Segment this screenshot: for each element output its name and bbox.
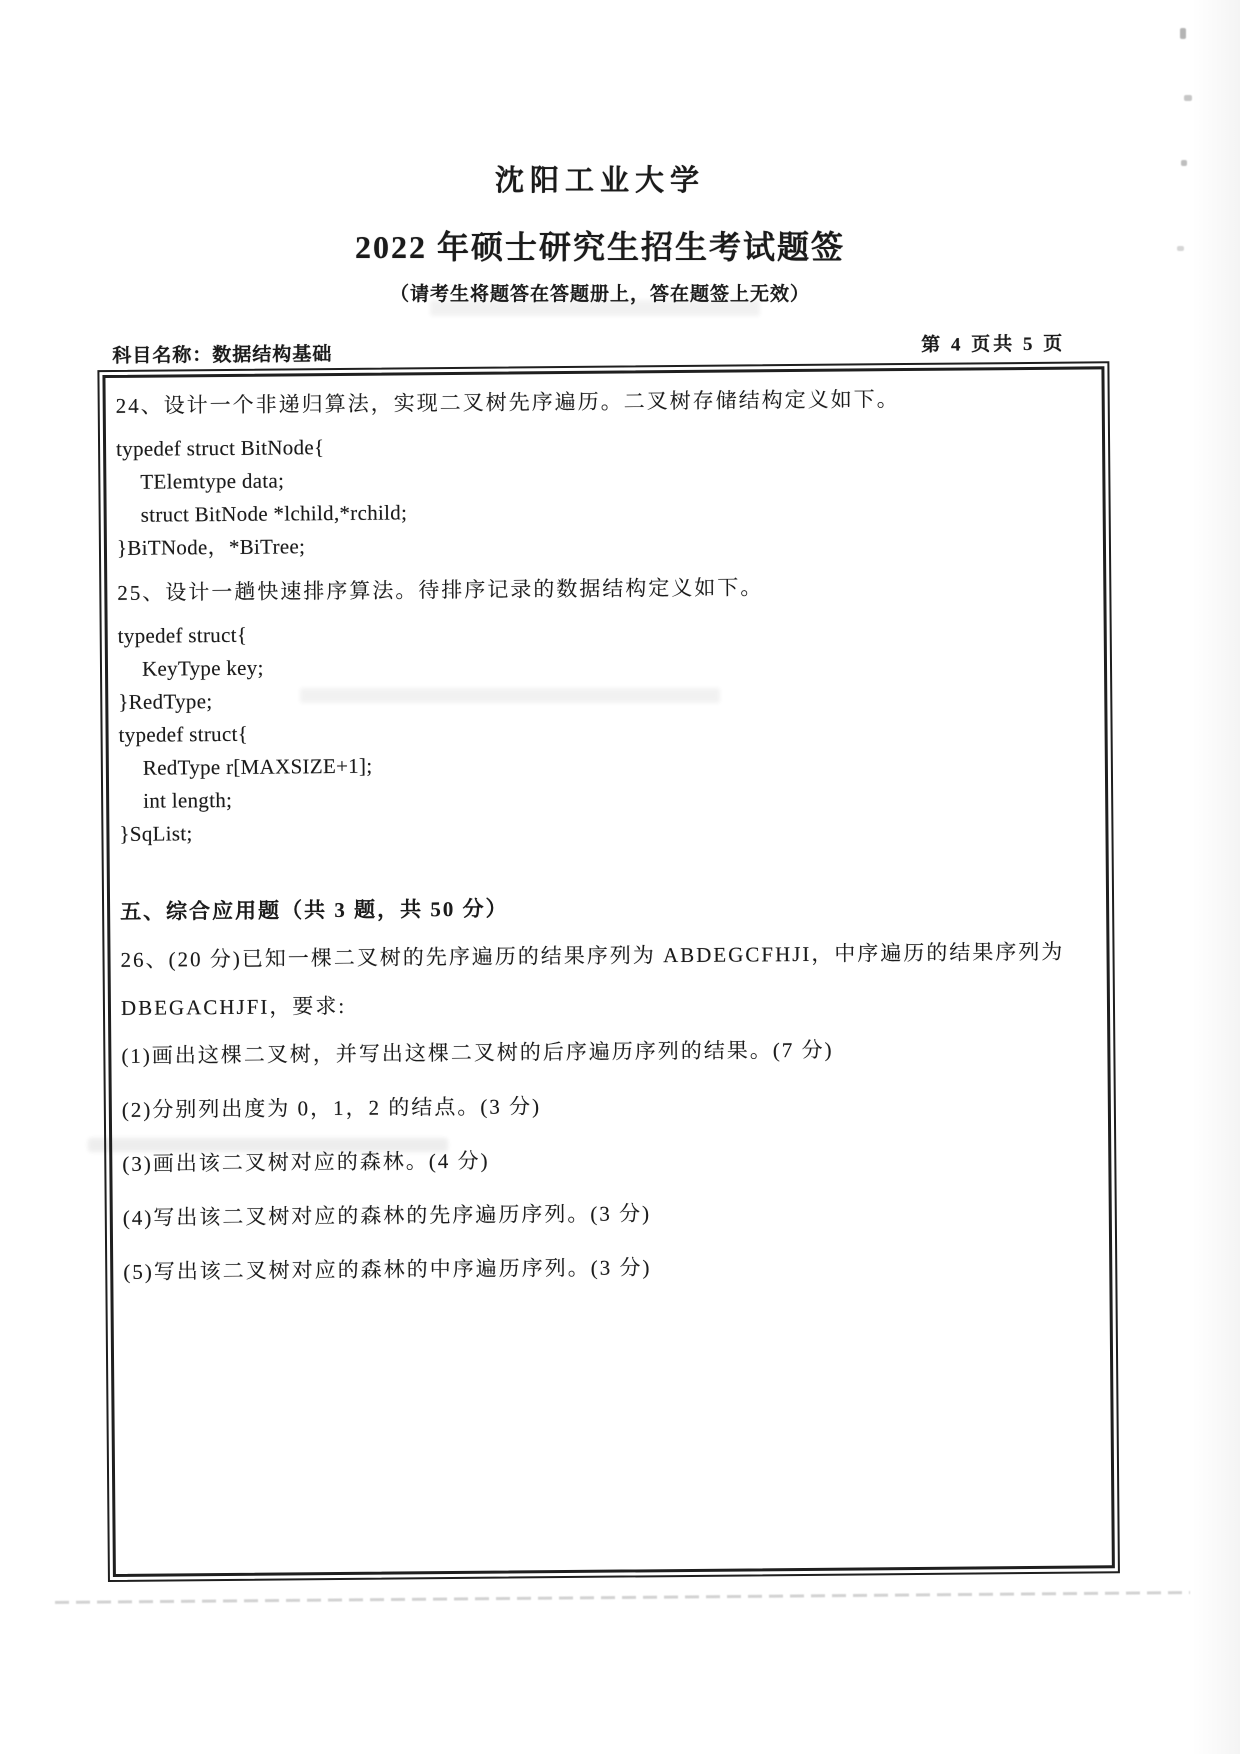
exam-title: 2022 年硕士研究生招生考试题签 bbox=[354, 229, 845, 265]
exam-line-qpara: DBEGACHJFI，要求: bbox=[120, 993, 347, 1020]
exam-line-question: 24、设计一个非递归算法，实现二叉树先序遍历。二叉树存储结构定义如下。 bbox=[115, 387, 900, 418]
exam-line-section: 五、综合应用题（共 3 题，共 50 分） bbox=[120, 896, 509, 924]
exam-line-code: }BiTNode，*BiTree; bbox=[116, 534, 306, 560]
exam-line-subq: (2)分别列出度为 0，1，2 的结点。(3 分) bbox=[121, 1094, 542, 1122]
exam-line-qpara: 26、(20 分)已知一棵二叉树的先序遍历的结果序列为 ABDEGCFHJI，中序遍历的结果序列为 bbox=[120, 939, 1065, 972]
exam-line-subq: (5)写出该二叉树对应的森林的中序遍历序列。(3 分) bbox=[123, 1255, 652, 1284]
exam-line-code: RedType r[MAXSIZE+1]; bbox=[142, 753, 373, 780]
exam-line-code: }SqList; bbox=[119, 821, 193, 846]
exam-line-code: }RedType; bbox=[118, 689, 213, 714]
exam-line-code: typedef struct{ bbox=[118, 721, 249, 747]
exam-line-code: struct BitNode *lchild,*rchild; bbox=[140, 500, 408, 527]
question-lines bbox=[102, 366, 1114, 1577]
exam-line-code: typedef struct BitNode{ bbox=[115, 435, 325, 461]
question-box bbox=[97, 361, 1120, 1582]
subject-name: 科目名称：数据结构基础 bbox=[112, 344, 333, 367]
page-number: 第 4 页共 5 页 bbox=[921, 333, 1066, 356]
exam-line-subq: (3)画出该二叉树对应的森林。(4 分) bbox=[122, 1148, 490, 1176]
exam-line-code: KeyType key; bbox=[141, 655, 264, 681]
exam-line-code: int length; bbox=[143, 787, 233, 813]
exam-line-subq: (4)写出该二叉树对应的森林的先序遍历序列。(3 分) bbox=[122, 1201, 652, 1230]
exam-line-code: TElemtype data; bbox=[140, 468, 285, 494]
exam-notice: （请考生将题答在答题册上，答在题签上无效） bbox=[389, 284, 810, 305]
exam-line-code: typedef struct{ bbox=[117, 622, 248, 648]
exam-line-question: 25、设计一趟快速排序算法。待排序记录的数据结构定义如下。 bbox=[117, 575, 764, 605]
university-name: 沈阳工业大学 bbox=[494, 165, 705, 197]
exam-line-subq: (1)画出这棵二叉树，并写出这棵二叉树的后序遍历序列的结果。(7 分) bbox=[121, 1037, 834, 1068]
